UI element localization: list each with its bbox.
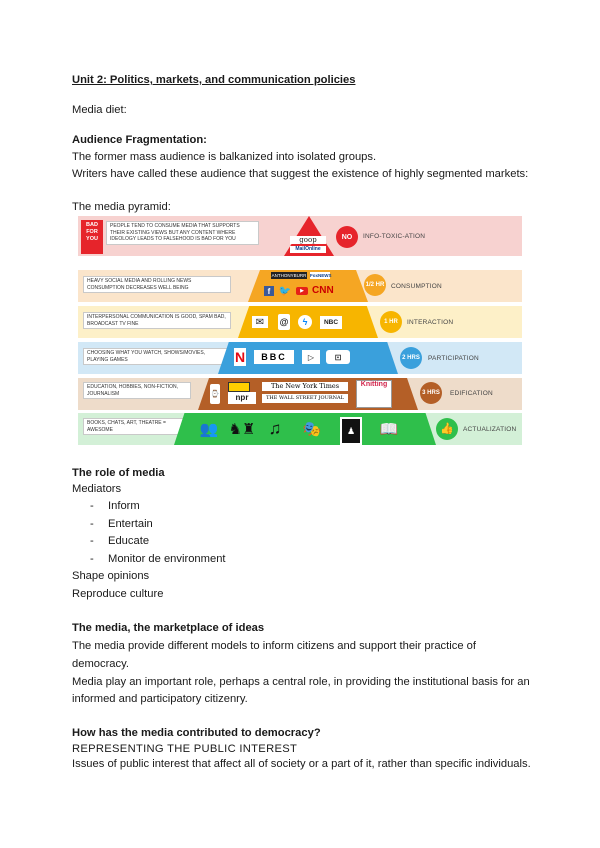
- marketplace-p2-line1: Media play an important role, perhaps a central role, in providing the institutional basis for an: [72, 676, 530, 688]
- role-item-monitor: Monitor de environment: [108, 553, 226, 565]
- messenger-icon: ϟ: [298, 315, 312, 329]
- reproduce-culture: Reproduce culture: [72, 588, 164, 600]
- badge-half-hour: 1/2 HR: [364, 274, 386, 296]
- role-item-inform: Inform: [108, 500, 140, 512]
- youtube-icon: ▶: [296, 287, 308, 295]
- badge-no: NO: [336, 226, 358, 248]
- theatre-masks-icon: 🎭: [302, 421, 322, 438]
- facebook-icon: f: [264, 286, 274, 296]
- national-geographic-logo: [228, 382, 250, 392]
- knitting-logo: Knitting: [360, 381, 388, 388]
- knitting-magazine: [356, 380, 392, 408]
- anthony-burr-logo: ANTHONYBURR: [271, 273, 307, 278]
- category-edification: EDIFICATION: [450, 390, 493, 397]
- category-interaction: INTERACTION: [407, 319, 454, 326]
- mailonline-logo: MailOnline: [290, 246, 326, 253]
- democracy-subheading: REPRESENTING THE PUBLIC INTEREST: [72, 743, 298, 755]
- netflix-icon: N: [234, 349, 246, 365]
- pyramid-intro: The media pyramid:: [72, 201, 171, 213]
- badge-three-hours: 3 HRS: [420, 382, 442, 404]
- bullet-dash: -: [90, 500, 94, 512]
- level-desc-0: PEOPLE TEND TO CONSUME MEDIA THAT SUPPORTS THEIR EXISTING VIEWS BUT ANY CONTENT WHERE IDEOLOGY LEADS TO FALSEHOOD IS BAD FOR YOU: [106, 221, 259, 245]
- music-icon: ♫: [268, 419, 282, 438]
- role-item-educate: Educate: [108, 535, 150, 547]
- category-actualization: ACTUALIZATION: [463, 426, 517, 433]
- marketplace-p1-line1: The media provide different models to inform citizens and support their practice of: [72, 640, 476, 652]
- chess-icon: ♞♜: [228, 421, 256, 438]
- npr-logo: npr: [228, 392, 256, 404]
- level-desc-4: EDUCATION, HOBBIES, NON-FICTION, JOURNALISM: [83, 382, 191, 399]
- foxnews-logo: FoxNEWS: [310, 273, 332, 278]
- cnn-logo: CNN: [312, 285, 334, 296]
- art-frame-icon: ♟: [340, 417, 362, 445]
- fragmentation-line-1: The former mass audience is balkanized into isolated groups.: [72, 151, 377, 163]
- democracy-line: Issues of public interest that affect all of society or a part of it, rather than specific individuals.: [72, 758, 531, 770]
- video-player-icon: ▷: [302, 350, 320, 364]
- books-icon: 📖: [379, 421, 399, 438]
- media-pyramid-figure: [78, 216, 522, 446]
- role-heading: The role of media: [72, 467, 165, 479]
- bbc-logo: BBC: [254, 350, 294, 364]
- media-diet-label: Media diet:: [72, 104, 127, 116]
- twitter-icon: 🐦: [278, 285, 292, 297]
- marketplace-p2-line2: informed and participatory citizenry.: [72, 693, 248, 705]
- nyt-logo: The New York Times: [262, 382, 348, 391]
- unit-title: Unit 2: Politics, markets, and communication policies: [72, 74, 356, 86]
- marketplace-p1-line2: democracy.: [72, 658, 129, 670]
- category-infotoxication: INFO-TOXIC-ATION: [363, 233, 426, 240]
- watch-icon: ⌚: [210, 384, 220, 404]
- democracy-heading: How has the media contributed to democracy?: [72, 727, 321, 739]
- email-icon: ✉: [252, 316, 268, 328]
- game-console-icon: ⊡: [326, 350, 350, 364]
- thumbs-up-icon: 👍: [436, 418, 458, 440]
- level-desc-5: BOOKS, CHATS, ART, THEATRE = AWESOME: [83, 418, 191, 435]
- phone-icon: @: [278, 314, 290, 330]
- people-chatting-icon: 👥: [199, 421, 219, 438]
- bullet-dash: -: [90, 518, 94, 530]
- category-participation: PARTICIPATION: [428, 355, 479, 362]
- wsj-logo: THE WALL STREET JOURNAL: [262, 394, 348, 403]
- badge-one-hour: 1 HR: [380, 311, 402, 333]
- bullet-dash: -: [90, 553, 94, 565]
- mediators-label: Mediators: [72, 483, 122, 495]
- level-desc-2: INTERPERSONAL COMMUNICATION IS GOOD, SPAM BAD, BROADCAST TV FINE: [83, 312, 231, 329]
- fragmentation-heading: Audience Fragmentation:: [72, 134, 207, 146]
- category-consumption: CONSUMPTION: [391, 283, 442, 290]
- role-item-entertain: Entertain: [108, 518, 153, 530]
- goop-logo: goop: [290, 236, 326, 244]
- level-desc-3: CHOOSING WHAT YOU WATCH, SHOWS/MOVIES, PLAYING GAMES: [83, 348, 231, 365]
- marketplace-heading: The media, the marketplace of ideas: [72, 622, 265, 634]
- nbc-logo: NBC: [320, 316, 342, 329]
- bullet-dash: -: [90, 535, 94, 547]
- badge-two-hours: 2 HRS: [400, 347, 422, 369]
- bad-for-you-tag: BAD FOR YOU: [81, 220, 103, 254]
- fragmentation-line-2: Writers have called these audience that suggest the existence of highly segmented markets:: [72, 168, 529, 180]
- shape-opinions: Shape opinions: [72, 570, 150, 582]
- level-desc-1: HEAVY SOCIAL MEDIA AND ROLLING NEWS CONSUMPTION DECREASES WELL BEING: [83, 276, 231, 293]
